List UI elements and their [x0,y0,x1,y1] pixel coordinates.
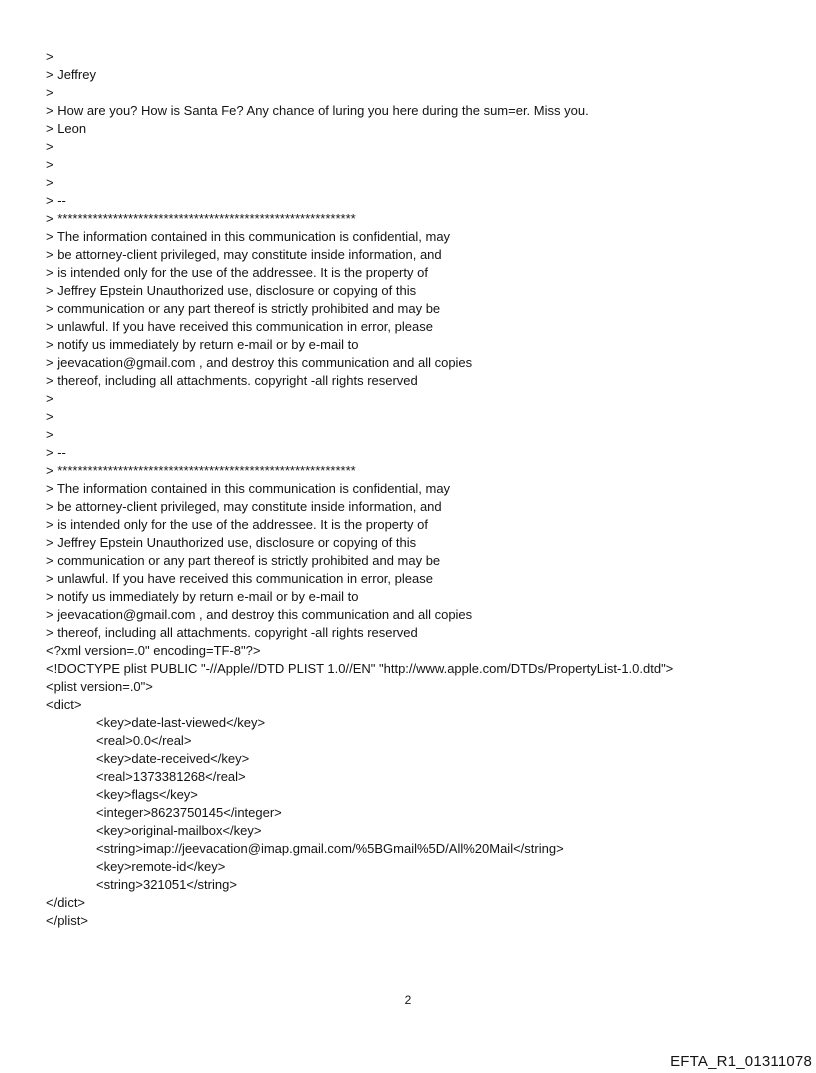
document-line: > [46,175,54,190]
bates-number: EFTA_R1_01311078 [670,1053,812,1070]
page-number: 2 [404,993,412,1007]
document-line: <key>remote-id</key> [96,859,226,874]
document-line: > be attorney-client privileged, may constitute inside information, and [46,247,442,262]
document-line: > Jeffrey Epstein Unauthorized use, disclosure or copying of this [46,283,417,298]
document-line: > jeevacation@gmail.com , and destroy this communication and all copies [46,607,473,622]
document-line: > The information contained in this communication is confidential, may [46,481,451,496]
document-line: > be attorney-client privileged, may constitute inside information, and [46,499,442,514]
document-line: > [46,391,54,406]
document-line: <key>original-mailbox</key> [96,823,262,838]
email-body [46,48,806,930]
document-line: > unlawful. If you have received this communication in error, please [46,571,433,586]
document-line: > is intended only for the use of the addressee. It is the property of [46,265,428,280]
document-line: > [46,427,54,442]
document-line: <dict> [46,697,82,712]
document-line: > How are you? How is Santa Fe? Any chance of luring you here during the sum=er. Miss you. [46,103,589,118]
document-line: > [46,139,54,154]
document-line: > notify us immediately by return e-mail or by e-mail to [46,589,359,604]
document-line: > thereof, including all attachments. copyright -all rights reserved [46,373,418,388]
document-line: <key>flags</key> [96,787,198,802]
document-line: <plist version=.0"> [46,679,153,694]
document-line: > Jeffrey [46,67,96,82]
document-line: > *********************************************************** [46,463,356,478]
document-line: > Leon [46,121,87,136]
document-line: > *********************************************************** [46,211,356,226]
document-line: > thereof, including all attachments. copyright -all rights reserved [46,625,418,640]
document-line: <key>date-received</key> [96,751,250,766]
document-line: > communication or any part thereof is strictly prohibited and may be [46,301,441,316]
document-line: > is intended only for the use of the addressee. It is the property of [46,517,428,532]
document-line: </plist> [46,913,88,928]
document-line: > unlawful. If you have received this communication in error, please [46,319,433,334]
document-line: </dict> [46,895,86,910]
document-line: > [46,85,54,100]
document-line: > notify us immediately by return e-mail or by e-mail to [46,337,359,352]
document-line: > communication or any part thereof is strictly prohibited and may be [46,553,441,568]
document-line: <real>0.0</real> [96,733,192,748]
document-line: > [46,157,54,172]
document-line: > [46,409,54,424]
document-line: <key>date-last-viewed</key> [96,715,266,730]
document-line: <integer>8623750145</integer> [96,805,282,820]
document-line: > The information contained in this communication is confidential, may [46,229,451,244]
document-line: <?xml version=.0" encoding=TF-8"?> [46,643,261,658]
document-line: > Jeffrey Epstein Unauthorized use, disclosure or copying of this [46,535,417,550]
document-line: > -- [46,193,66,208]
document-line: <string>321051</string> [96,877,237,892]
document-line: <string>imap://jeevacation@imap.gmail.com/%5BGmail%5D/All%20Mail</string> [96,841,564,856]
document-line: > -- [46,445,66,460]
document-line: > [46,49,54,64]
document-line: <real>1373381268</real> [96,769,246,784]
document-line: <!DOCTYPE plist PUBLIC "-//Apple//DTD PLIST 1.0//EN" "http://www.apple.com/DTDs/PropertyList-1.0.dtd"> [46,661,674,676]
document-line: > jeevacation@gmail.com , and destroy this communication and all copies [46,355,473,370]
